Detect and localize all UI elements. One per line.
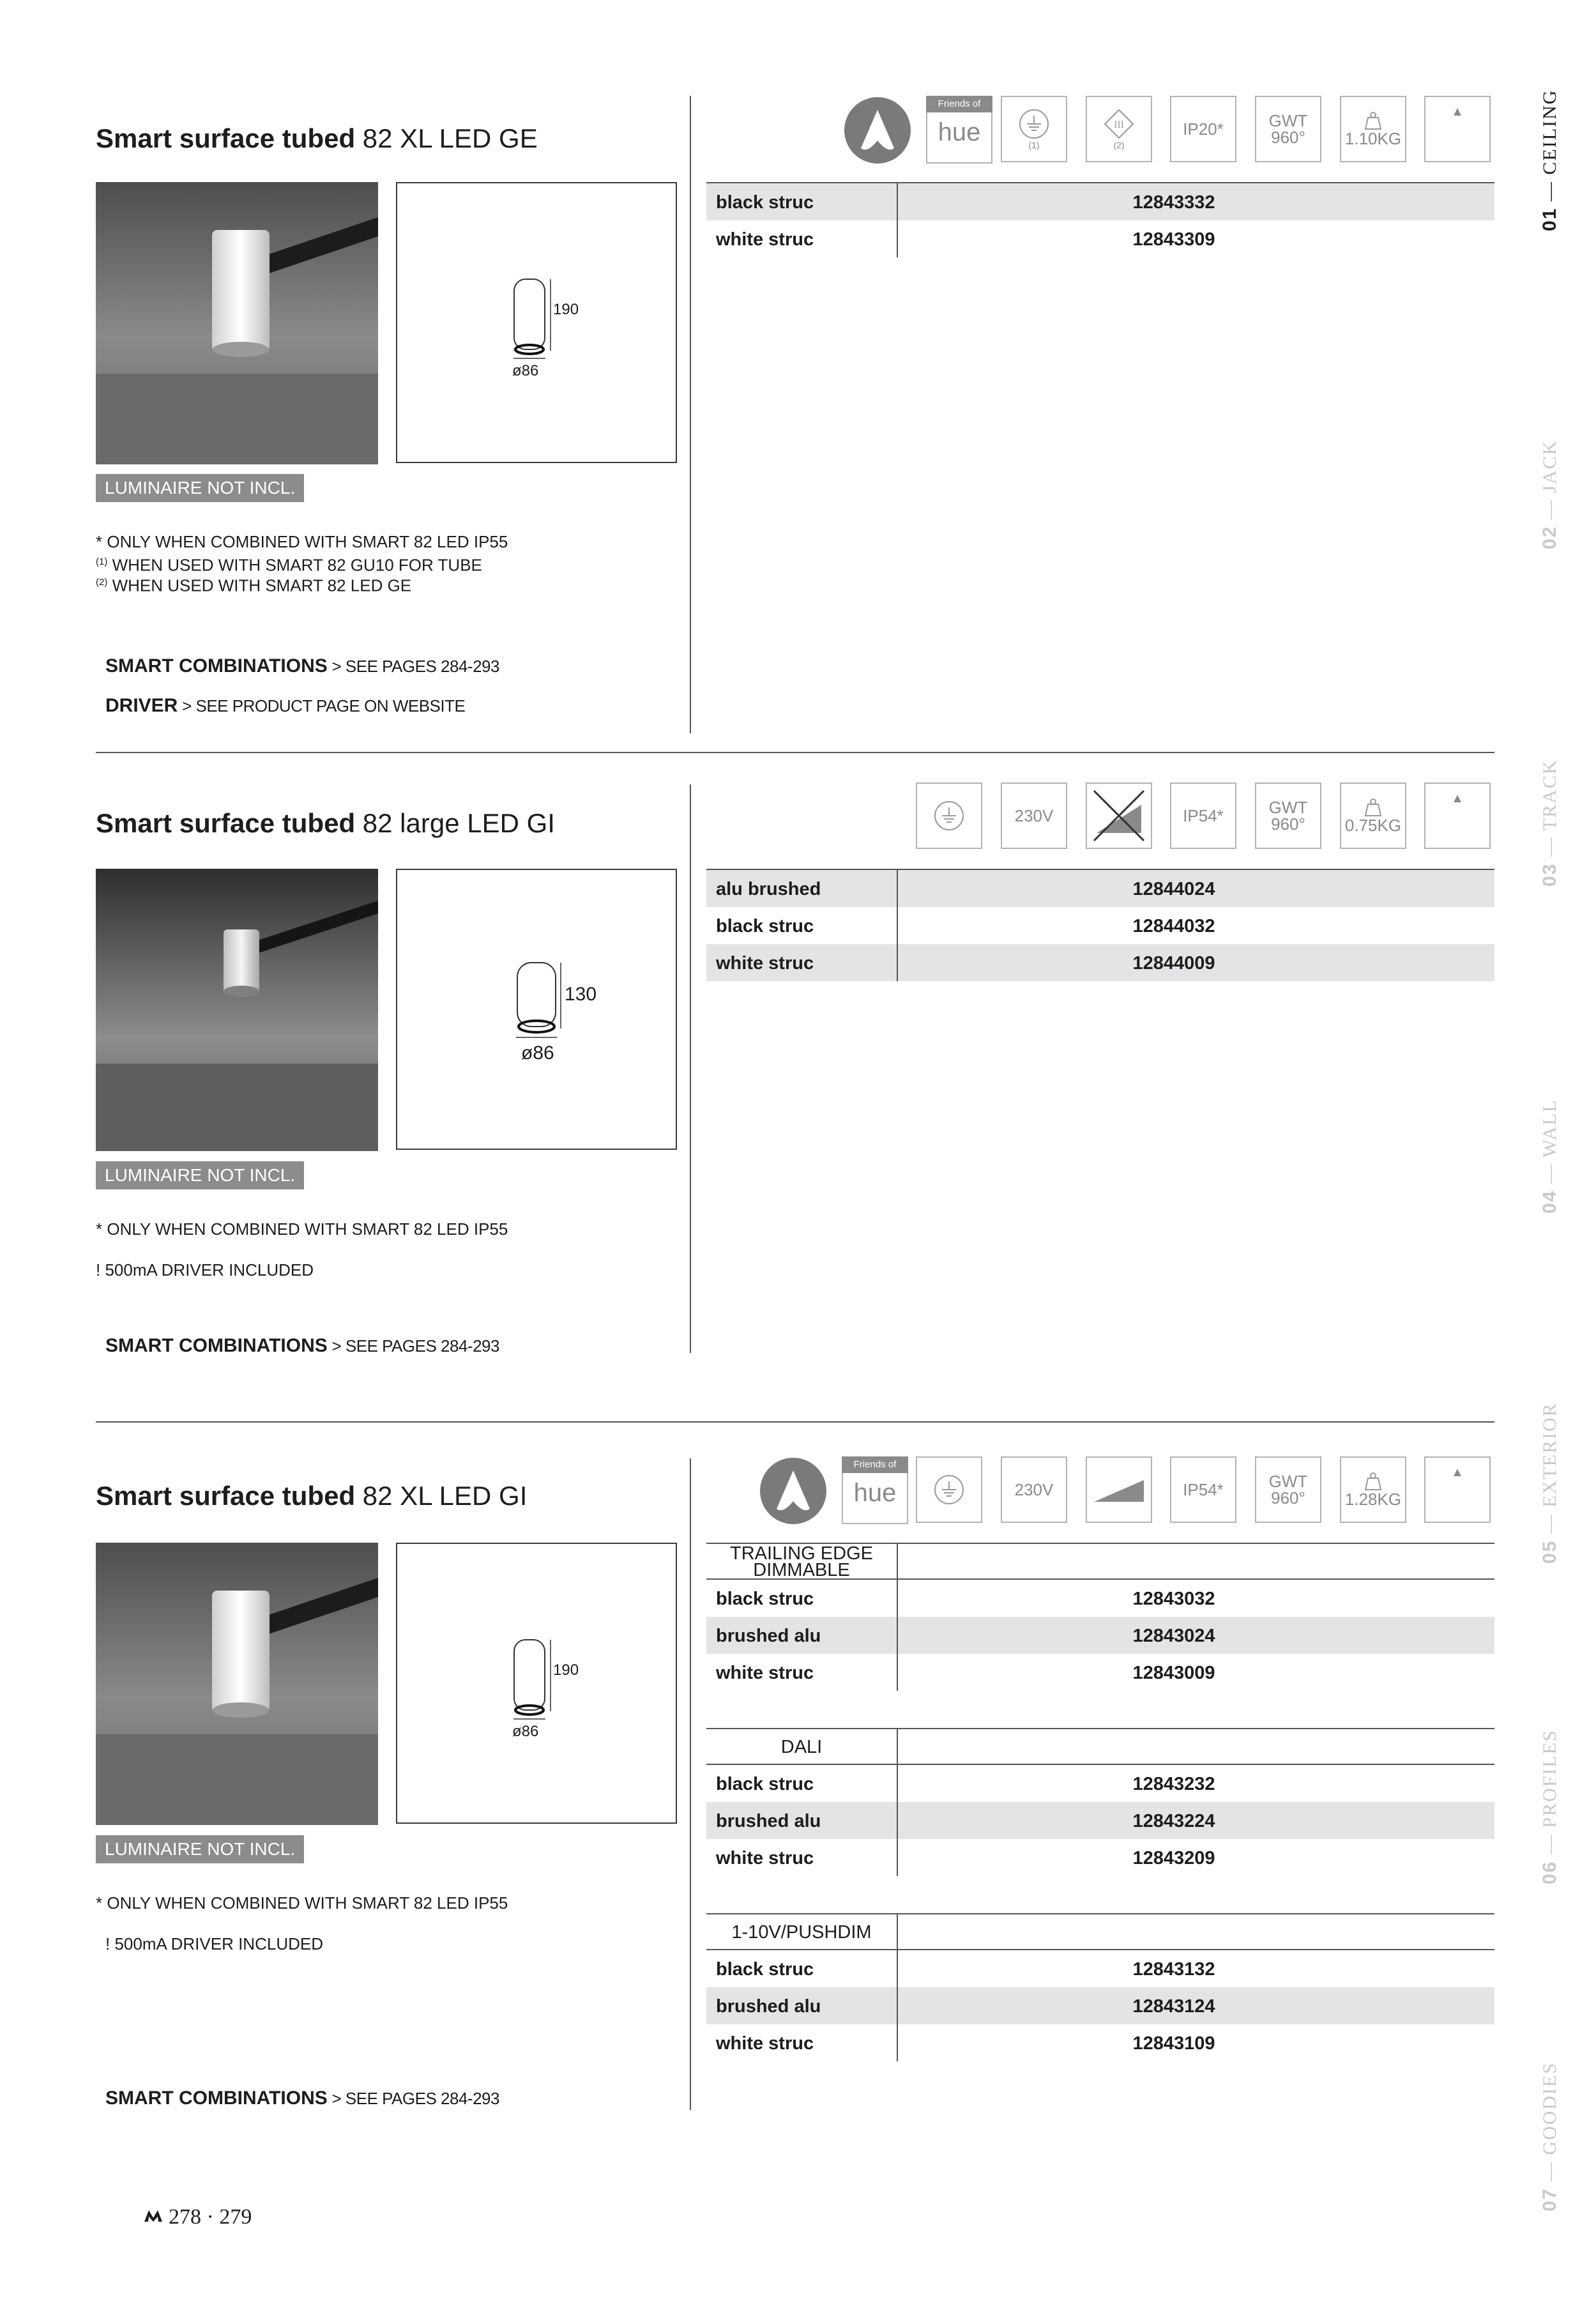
luminaire-not-included-badge: LUMINAIRE NOT INCL. — [96, 1835, 304, 1863]
dimension-height: 190 — [553, 301, 579, 318]
weight-icon: 1.28KG — [1340, 1456, 1406, 1523]
section-divider — [96, 752, 1494, 753]
brand-logo-icon — [759, 1456, 828, 1525]
sidebar-item-exterior[interactable]: 05 — EXTERIOR — [1539, 1402, 1560, 1564]
note-driver-included: ! 500mA DRIVER INCLUDED — [105, 1934, 323, 1953]
ip-rating-icon: IP20* — [1170, 96, 1236, 162]
dimension-diameter: ø86 — [521, 1043, 554, 1064]
ip-rating-icon: IP54* — [1170, 783, 1236, 849]
sidebar-item-ceiling[interactable]: 01 — CEILING — [1539, 89, 1560, 231]
luminaire-not-included-badge: LUMINAIRE NOT INCL. — [96, 1161, 304, 1189]
note-ip55: * ONLY WHEN COMBINED WITH SMART 82 LED IP55 — [96, 1893, 508, 1913]
warning-triangle-icon: ▲ — [1424, 783, 1491, 849]
dimmable-icon — [1086, 1456, 1152, 1523]
earth-class-1-icon — [916, 783, 982, 849]
column-divider — [690, 1458, 691, 2110]
weight-icon: 0.75KG — [1340, 783, 1406, 849]
earth-class-1-icon: (1) — [1001, 96, 1067, 162]
dimension-height: 190 — [553, 1661, 579, 1679]
product-title: Smart surface tubed 82 large LED GI — [96, 808, 555, 838]
table-row: black struc 12843232 — [706, 1765, 1494, 1802]
gwt-icon: GWT 960° — [1255, 783, 1321, 849]
voltage-icon: 230V — [1001, 1456, 1067, 1523]
weight-icon: 1.10KG — [1340, 96, 1406, 162]
table-row: brushed alu 12843224 — [706, 1802, 1494, 1839]
section-divider — [96, 1421, 1494, 1423]
product-title: Smart surface tubed 82 XL LED GI — [96, 1481, 528, 1511]
product-title: Smart surface tubed 82 XL LED GE — [96, 123, 538, 153]
smart-combinations-link[interactable]: SMART COMBINATIONS > SEE PAGES 284-293 — [105, 2088, 499, 2109]
table-row: brushed alu 12843024 — [706, 1617, 1494, 1654]
page-numbers: 278 · 279 — [169, 2205, 252, 2229]
brand-logo-icon — [843, 96, 912, 165]
table-row: white struc 12843309 — [706, 220, 1494, 257]
column-divider — [690, 96, 691, 733]
earth-class-1-icon — [916, 1456, 982, 1523]
svg-text:III: III — [1114, 119, 1124, 130]
dimension-diameter: ø86 — [512, 1723, 539, 1740]
product-code-table — [706, 1543, 1494, 2060]
table-row: black struc 12843132 — [706, 1950, 1494, 1987]
footer-logo-icon — [144, 2209, 162, 2223]
note-ip55: * ONLY WHEN COMBINED WITH SMART 82 LED IP55 — [96, 532, 508, 551]
product-code-table — [706, 182, 1494, 256]
table-row: white struc 12843209 — [706, 1839, 1494, 1876]
table-row: white struc 12844009 — [706, 944, 1494, 981]
product-photo — [96, 182, 378, 464]
warning-triangle-icon: ▲ — [1424, 1456, 1491, 1523]
smart-combinations-link[interactable]: SMART COMBINATIONS > SEE PAGES 284-293 — [105, 1335, 499, 1356]
sidebar-item-jack[interactable]: 02 — JACK — [1539, 439, 1560, 549]
smart-combinations-link[interactable]: SMART COMBINATIONS > SEE PAGES 284-293 — [105, 655, 499, 676]
dimension-diameter: ø86 — [512, 362, 539, 379]
table-group-header: 1-10V/PUSHDIM — [706, 1913, 1494, 1950]
not-dimmable-icon — [1086, 783, 1152, 849]
table-group-header: TRAILING EDGE DIMMABLE — [706, 1543, 1494, 1580]
table-row: black struc 12843332 — [706, 183, 1494, 220]
table-row: alu brushed 12844024 — [706, 870, 1494, 907]
luminaire-not-included-badge: LUMINAIRE NOT INCL. — [96, 474, 304, 502]
dimension-height: 130 — [565, 984, 597, 1005]
gwt-icon: GWT 960° — [1255, 96, 1321, 162]
sidebar-item-profiles[interactable]: 06 — PROFILES — [1539, 1729, 1560, 1884]
table-group-header: DALI — [706, 1728, 1494, 1765]
ip-rating-icon: IP54* — [1170, 1456, 1236, 1523]
note-gu10: $^{(1)}$ WHEN USED WITH SMART 82 GU10 FOR TUBE — [96, 555, 482, 575]
table-row: black struc 12844032 — [706, 907, 1494, 944]
driver-link[interactable]: DRIVER > SEE PRODUCT PAGE ON WEBSITE — [105, 695, 466, 716]
voltage-icon: 230V — [1001, 783, 1067, 849]
table-row: black struc 12843032 — [706, 1580, 1494, 1617]
column-divider — [690, 784, 691, 1353]
warning-triangle-icon: ▲ — [1424, 96, 1491, 162]
friends-of-hue-icon: Friends of hue — [926, 96, 992, 164]
product-code-table — [706, 869, 1494, 981]
sidebar-item-wall[interactable]: 04 — WALL — [1539, 1099, 1560, 1214]
friends-of-hue-icon: Friends of hue — [842, 1456, 908, 1524]
gwt-icon: GWT 960° — [1255, 1456, 1321, 1523]
dimension-drawing — [396, 182, 677, 463]
table-row: white struc 12843009 — [706, 1654, 1494, 1691]
product-photo — [96, 1543, 378, 1825]
note-driver-included: ! 500mA DRIVER INCLUDED — [96, 1260, 314, 1279]
table-row: brushed alu 12843124 — [706, 1987, 1494, 2024]
product-photo — [96, 869, 378, 1151]
dimension-drawing — [396, 1543, 677, 1824]
sidebar-item-goodies[interactable]: 07 — GOODIES — [1539, 2061, 1560, 2211]
note-ip55: * ONLY WHEN COMBINED WITH SMART 82 LED IP55 — [96, 1219, 508, 1239]
note-led-ge: $^{(2)}$ WHEN USED WITH SMART 82 LED GE — [96, 576, 412, 595]
class-3-icon: III (2) — [1086, 96, 1152, 162]
table-row: white struc 12843109 — [706, 2024, 1494, 2061]
dimension-drawing — [396, 869, 677, 1150]
sidebar-item-track[interactable]: 03 — TRACK — [1539, 759, 1560, 887]
